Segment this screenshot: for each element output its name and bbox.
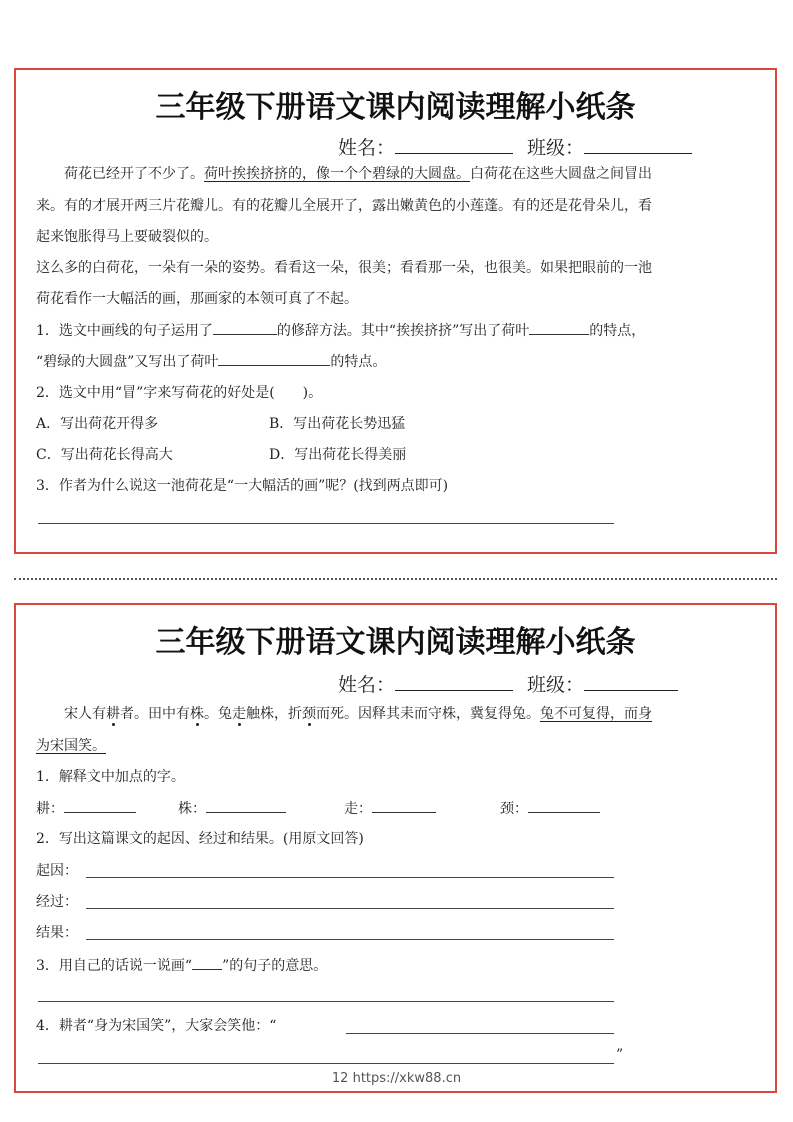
passage-line xyxy=(36,704,652,724)
option-a[interactable]: A．写出荷花开得多 xyxy=(36,416,159,432)
name-label: 姓名： xyxy=(338,137,396,159)
process-label: 经过： xyxy=(36,894,78,910)
question-2: 2．选文中用“冒”字来写荷花的好处是( )。 xyxy=(36,385,323,401)
question-text: 1．选文中画线的句子运用了 xyxy=(36,323,213,339)
question-text: 3．用自己的话说一说画“ xyxy=(36,958,193,974)
close-quote: ” xyxy=(616,1047,624,1063)
underlined-sentence: 为宋国笑。 xyxy=(36,738,106,754)
question-3 xyxy=(36,955,327,976)
reading-card-1 xyxy=(14,68,777,554)
question-1 xyxy=(36,320,645,341)
reading-card-2 xyxy=(14,603,777,1093)
passage-text: 。兔 xyxy=(204,706,232,722)
question-4 xyxy=(36,1016,276,1036)
result-label: 结果： xyxy=(36,925,78,941)
passage-text: 白荷花在这些大圆盘之间冒出 xyxy=(470,166,652,182)
class-label: 班级： xyxy=(527,137,585,159)
passage-line: 来。有的才展开两三片花瓣儿。有的花瓣儿全展开了，露出嫩黄色的小莲蓬。有的还是花骨朵儿，看 xyxy=(36,198,652,214)
passage-text: 宋人有 xyxy=(64,706,106,722)
result-answer-line[interactable] xyxy=(86,939,614,940)
name-input[interactable] xyxy=(395,689,513,691)
underlined-sentence: 兔不可复得，而身 xyxy=(540,706,652,722)
question-text: 的修辞方法。其中“挨挨挤挤”写出了荷叶 xyxy=(276,323,530,339)
answer-blank[interactable] xyxy=(64,798,136,813)
passage-text: 荷花已经开了不少了。 xyxy=(64,166,204,182)
question-1-cont xyxy=(36,351,386,372)
dotted-word: 耕 xyxy=(106,706,120,722)
underline-sample xyxy=(192,955,222,970)
passage-text: 而死。因释其耒而守株，冀复得兔。 xyxy=(316,706,540,722)
answer-blank[interactable] xyxy=(528,798,600,813)
question-text: ”的句子的意思。 xyxy=(222,958,328,974)
question-1: 1．解释文中加点的字。 xyxy=(36,769,185,785)
question-text: 的特点， xyxy=(589,323,646,339)
card-title: 三年级下册语文课内阅读理解小纸条 xyxy=(155,90,636,125)
cause-answer-line[interactable] xyxy=(86,877,614,878)
answer-blank[interactable] xyxy=(372,798,436,813)
answer-line[interactable] xyxy=(38,523,614,524)
question-2: 2．写出这篇课文的起因、经过和结果。(用原文回答) xyxy=(36,831,364,847)
passage-line: 这么多的白荷花，一朵有一朵的姿势。看看这一朵，很美；看看那一朵，也很美。如果把眼前的一池 xyxy=(36,260,652,276)
answer-blank[interactable] xyxy=(529,320,589,335)
passage-text: 者。田中有 xyxy=(120,706,190,722)
process-answer-line[interactable] xyxy=(86,908,614,909)
answer-blank[interactable] xyxy=(218,351,330,366)
class-input[interactable] xyxy=(584,689,678,691)
name-label: 姓名： xyxy=(338,674,396,696)
question-text: 4．耕者“身为宋国笑”，大家会笑他：“ xyxy=(36,1018,277,1034)
cause-label: 起因： xyxy=(36,863,78,879)
passage-line: 起来饱胀得马上要破裂似的。 xyxy=(36,229,218,245)
option-c[interactable]: C．写出荷花长得高大 xyxy=(36,447,173,463)
option-b[interactable]: B．写出荷花长势迅猛 xyxy=(269,416,406,432)
class-label: 班级： xyxy=(527,674,585,696)
word-meaning-row xyxy=(36,798,600,819)
cut-line-divider xyxy=(14,578,777,580)
dotted-word: 颈 xyxy=(302,706,316,722)
passage-text: 触株，折 xyxy=(246,706,302,722)
name-class-line xyxy=(338,133,692,160)
word-label: 耕： xyxy=(36,801,64,817)
passage-line xyxy=(36,164,652,184)
dotted-word: 走 xyxy=(232,706,246,722)
question-text: “碧绿的大圆盘”又写出了荷叶 xyxy=(36,354,219,370)
answer-line[interactable] xyxy=(346,1033,614,1034)
passage-line: 荷花看作一大幅活的画，那画家的本领可真了不起。 xyxy=(36,291,358,307)
page-footer: 12 https://xkw88.cn xyxy=(331,1071,462,1086)
question-text: 的特点。 xyxy=(330,354,387,370)
answer-line[interactable] xyxy=(38,1001,614,1002)
name-input[interactable] xyxy=(395,152,513,154)
word-label: 走： xyxy=(344,801,372,817)
answer-blank[interactable] xyxy=(206,798,286,813)
question-3: 3．作者为什么说这一池荷花是“一大幅活的画”呢？(找到两点即可) xyxy=(36,478,449,494)
word-label: 株： xyxy=(178,801,206,817)
answer-blank[interactable] xyxy=(213,320,277,335)
card-title: 三年级下册语文课内阅读理解小纸条 xyxy=(155,625,636,660)
answer-line[interactable] xyxy=(38,1063,614,1064)
class-input[interactable] xyxy=(584,152,692,154)
word-label: 颈： xyxy=(500,801,528,817)
option-d[interactable]: D．写出荷花长得美丽 xyxy=(269,447,407,463)
name-class-line xyxy=(338,670,678,697)
underlined-sentence: 荷叶挨挨挤挤的，像一个个碧绿的大圆盘。 xyxy=(204,166,470,182)
passage-line xyxy=(36,736,106,756)
dotted-word: 株 xyxy=(190,706,204,722)
